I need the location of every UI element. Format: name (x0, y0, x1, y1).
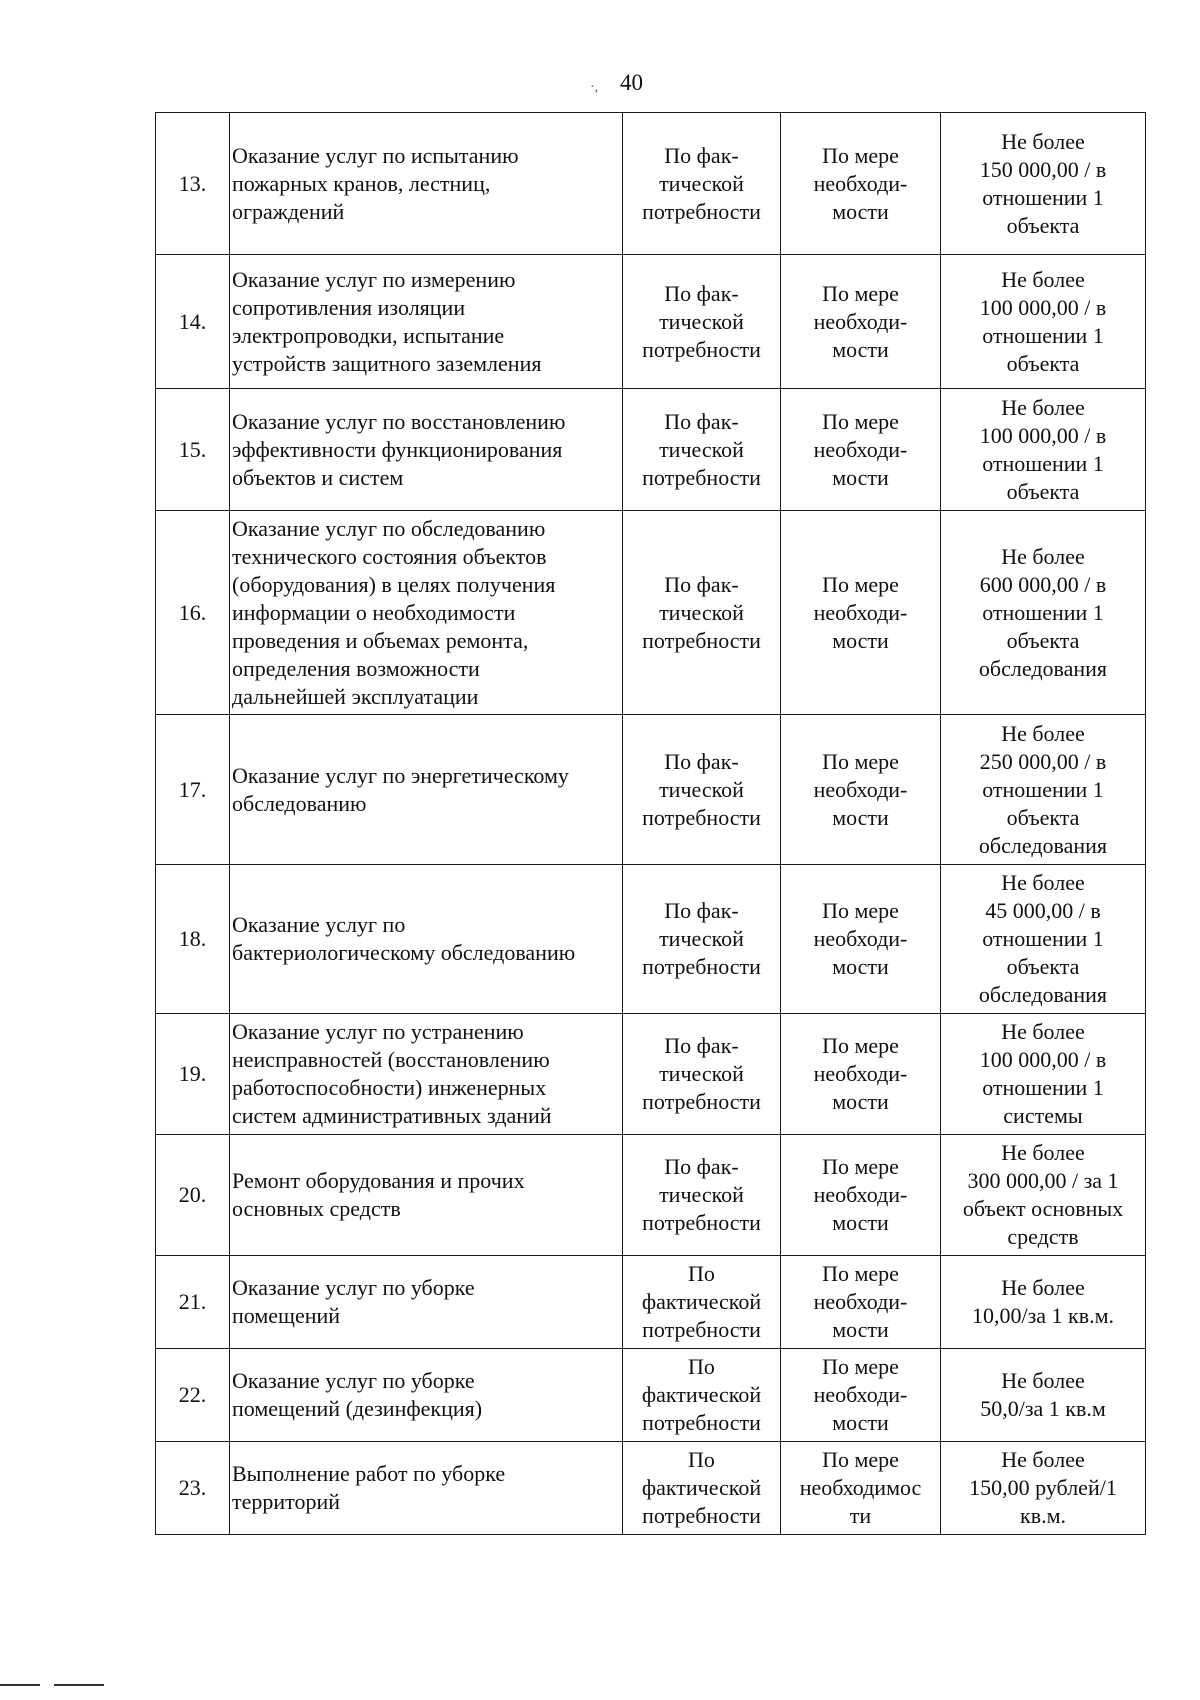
service-frequency: По мере необходи- мости (781, 1349, 941, 1442)
service-price: Не более 150,00 рублей/1 кв.м. (941, 1442, 1146, 1535)
service-frequency: По мере необходи- мости (781, 715, 941, 865)
service-price: Не более 300 000,00 / за 1 объект основных средств (941, 1135, 1146, 1256)
service-name: Оказание услуг по обследованию технического состояния объектов (оборудования) в целях получения информации о необходимости проведения и объемах ремонта, определения возможности дальнейшей эксплуатации (230, 511, 623, 715)
page-number: 40 (620, 70, 643, 95)
service-quantity: По фак- тической потребности (623, 715, 781, 865)
service-frequency: По мере необходи- мости (781, 1256, 941, 1349)
service-frequency: По мере необходи- мости (781, 511, 941, 715)
service-price: Не более 100 000,00 / в отношении 1 системы (941, 1014, 1146, 1135)
table-row (156, 113, 1146, 255)
service-frequency: По мере необходи- мости (781, 1135, 941, 1256)
service-name: Оказание услуг по энергетическому обследованию (230, 715, 623, 865)
scan-line-mark (0, 1684, 40, 1686)
table-row (156, 1442, 1146, 1535)
service-quantity: По фактической потребности (623, 1349, 781, 1442)
service-quantity: По фак- тической потребности (623, 389, 781, 511)
row-number: 15. (156, 389, 230, 511)
row-number: 17. (156, 715, 230, 865)
service-quantity: По фактической потребности (623, 1442, 781, 1535)
service-name: Оказание услуг по измерению сопротивления изоляции электропроводки, испытание устройств защитного заземления (230, 255, 623, 389)
service-name: Оказание услуг по устранению неисправностей (восстановлению работоспособности) инженерных систем административных зданий (230, 1014, 623, 1135)
service-frequency: По мере необходи- мости (781, 865, 941, 1014)
services-table-body (156, 113, 1146, 1535)
service-price: Не более 45 000,00 / в отношении 1 объекта обследования (941, 865, 1146, 1014)
service-quantity: По фак- тической потребности (623, 255, 781, 389)
service-name: Оказание услуг по бактериологическому обследованию (230, 865, 623, 1014)
row-number: 20. (156, 1135, 230, 1256)
scan-mark: ·, (590, 80, 599, 95)
service-price: Не более 600 000,00 / в отношении 1 объекта обследования (941, 511, 1146, 715)
row-number: 21. (156, 1256, 230, 1349)
service-price: Не более 100 000,00 / в отношении 1 объекта (941, 389, 1146, 511)
row-number: 23. (156, 1442, 230, 1535)
table-row (156, 511, 1146, 715)
row-number: 22. (156, 1349, 230, 1442)
service-price: Не более 250 000,00 / в отношении 1 объекта обследования (941, 715, 1146, 865)
service-quantity: По фак- тической потребности (623, 511, 781, 715)
row-number: 14. (156, 255, 230, 389)
scan-line-mark (54, 1684, 104, 1686)
row-number: 16. (156, 511, 230, 715)
table-row (156, 865, 1146, 1014)
table-row (156, 255, 1146, 389)
service-price: Не более 100 000,00 / в отношении 1 объекта (941, 255, 1146, 389)
row-number: 13. (156, 113, 230, 255)
services-table (155, 112, 1146, 1535)
table-row (156, 1349, 1146, 1442)
service-quantity: По фак- тической потребности (623, 1014, 781, 1135)
table-row (156, 1135, 1146, 1256)
table-row (156, 1014, 1146, 1135)
service-price: Не более 150 000,00 / в отношении 1 объекта (941, 113, 1146, 255)
service-name: Оказание услуг по испытанию пожарных кранов, лестниц, ограждений (230, 113, 623, 255)
scan-footer-marks (0, 1676, 118, 1694)
row-number: 18. (156, 865, 230, 1014)
service-frequency: По мере необходимос ти (781, 1442, 941, 1535)
service-frequency: По мере необходи- мости (781, 255, 941, 389)
service-quantity: По фак- тической потребности (623, 1135, 781, 1256)
service-price: Не более 10,00/за 1 кв.м. (941, 1256, 1146, 1349)
service-name: Оказание услуг по восстановлению эффективности функционирования объектов и систем (230, 389, 623, 511)
service-name: Ремонт оборудования и прочих основных средств (230, 1135, 623, 1256)
service-name: Выполнение работ по уборке территорий (230, 1442, 623, 1535)
service-price: Не более 50,0/за 1 кв.м (941, 1349, 1146, 1442)
service-quantity: По фактической потребности (623, 1256, 781, 1349)
service-quantity: По фак- тической потребности (623, 865, 781, 1014)
table-row (156, 715, 1146, 865)
service-frequency: По мере необходи- мости (781, 1014, 941, 1135)
service-frequency: По мере необходи- мости (781, 113, 941, 255)
row-number: 19. (156, 1014, 230, 1135)
table-row (156, 1256, 1146, 1349)
service-frequency: По мере необходи- мости (781, 389, 941, 511)
service-quantity: По фак- тической потребности (623, 113, 781, 255)
service-name: Оказание услуг по уборке помещений (230, 1256, 623, 1349)
service-name: Оказание услуг по уборке помещений (дезинфекция) (230, 1349, 623, 1442)
table-row (156, 389, 1146, 511)
